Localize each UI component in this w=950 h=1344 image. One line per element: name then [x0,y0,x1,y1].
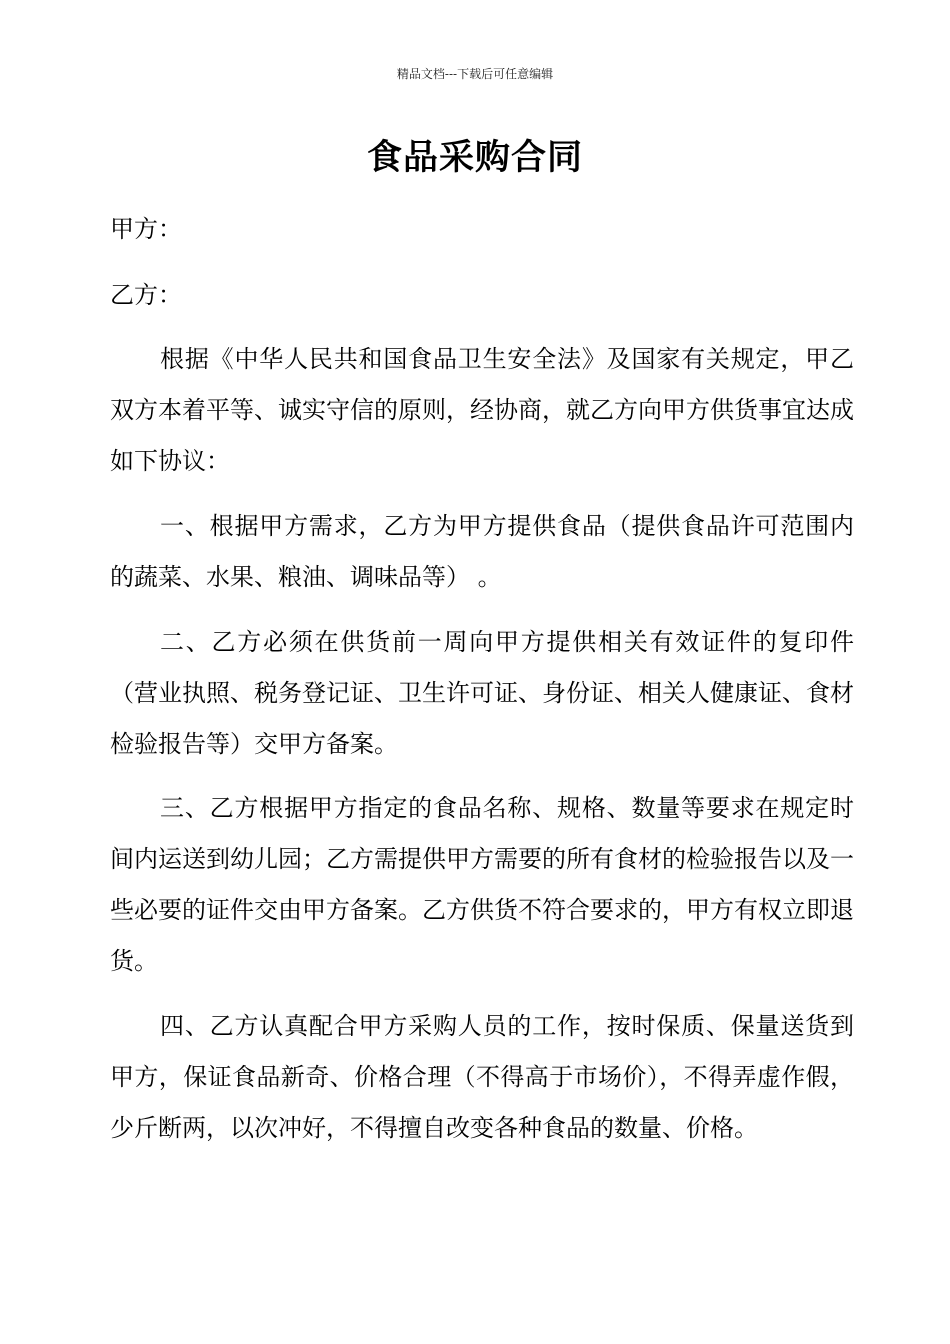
paragraph-clause-4: 四、乙方认真配合甲方采购人员的工作，按时保质、保量送货到甲方，保证食品新奇、价格合理（不得高于市场价），不得弄虚作假，少斤断两，以次冲好，不得擅自改变各种食品的数量、价格。 [110,1012,854,1142]
paragraph-clause-1: 一、根据甲方需求，乙方为甲方提供食品（提供食品许可范围内的蔬菜、水果、粮油、调味品等） 。 [110,512,854,591]
header-watermark: 精品文档---下载后可任意编辑 [396,67,554,81]
party-b-label: 乙方： [110,281,182,309]
paragraph-preamble: 根据《中华人民共和国食品卫生安全法》及国家有关规定，甲乙双方本着平等、诚实守信的原则，经协商，就乙方向甲方供货事宜达成如下协议： [110,345,854,475]
paragraph-clause-3: 三、乙方根据甲方指定的食品名称、规格、数量等要求在规定时间内运送到幼儿园；乙方需提供甲方需要的所有食材的检验报告以及一些必要的证件交由甲方备案。乙方供货不符合要求的，甲方有权立即退货。 [110,794,854,975]
paragraph-clause-2: 二、乙方必须在供货前一周向甲方提供相关有效证件的复印件（营业执照、税务登记证、卫生许可证、身份证、相关人健康证、食材检验报告等）交甲方备案。 [110,628,854,758]
document-title: 食品采购合同 [366,137,583,178]
party-a-label: 甲方： [110,215,182,243]
